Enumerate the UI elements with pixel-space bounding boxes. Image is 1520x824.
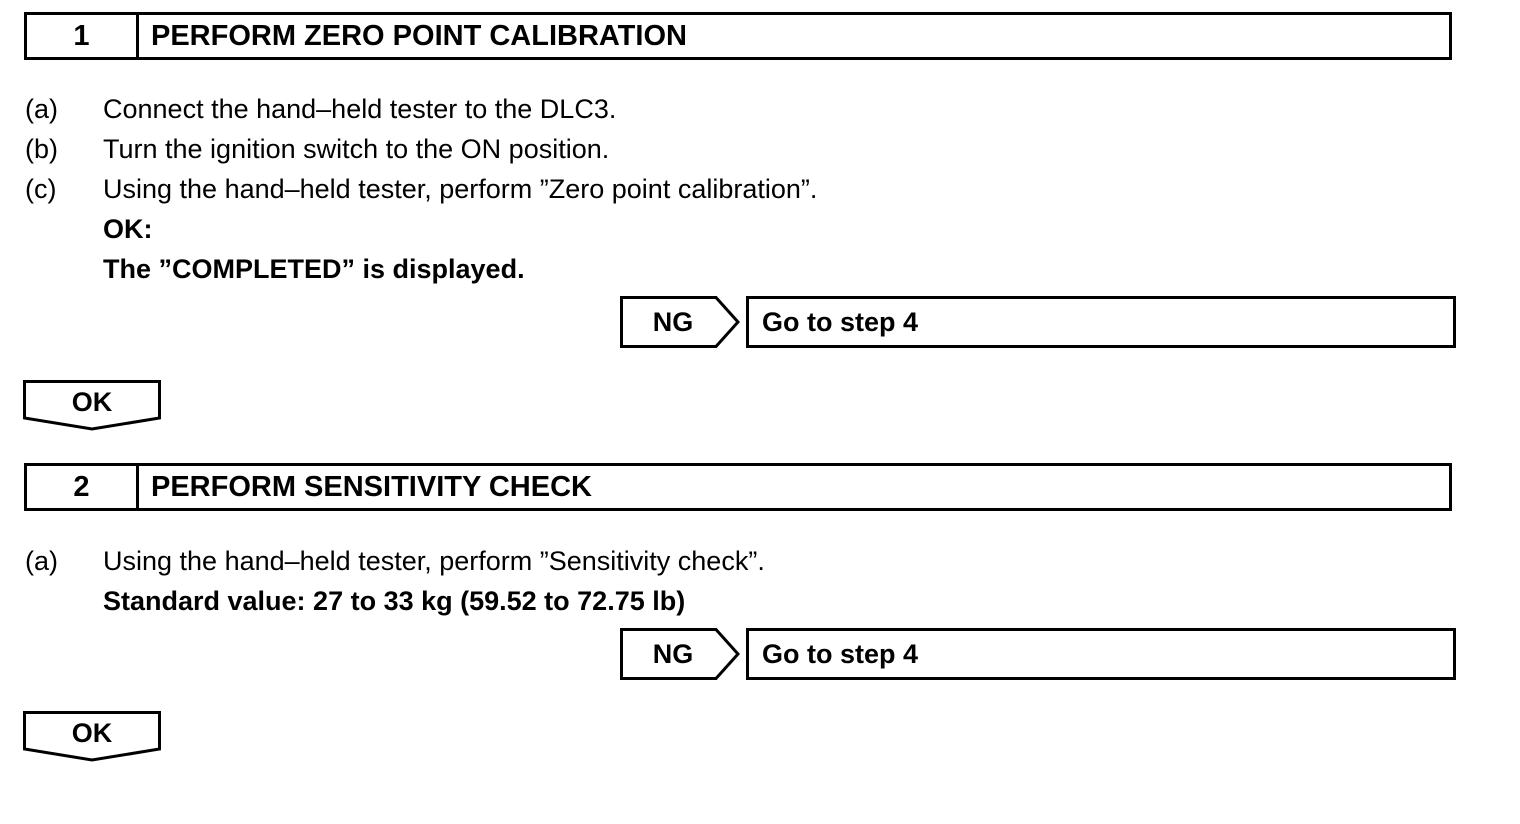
item-label: (b) [25,134,58,164]
step-number: 1 [27,15,139,57]
result-heading: OK: [103,214,153,244]
item-label: (a) [25,546,58,576]
standard-value: Standard value: 27 to 33 kg (59.52 to 72.75 lb) [103,586,686,616]
item-text: Turn the ignition switch to the ON position. [103,134,610,164]
ng-label: NG [652,306,694,337]
step-title: PERFORM SENSITIVITY CHECK [151,470,592,503]
ng-action-box: Go to step 4 [746,628,1456,680]
ng-tag [620,296,740,348]
item-label: (a) [25,94,58,124]
step-number: 2 [27,466,139,508]
ng-label: NG [652,638,694,669]
item-label: (c) [25,174,57,204]
ok-tag [23,711,161,763]
result-text: The ”COMPLETED” is displayed. [103,254,525,284]
ng-action-box: Go to step 4 [746,296,1456,348]
ok-tag [23,380,161,432]
ok-label: OK [71,386,113,417]
ok-label: OK [71,717,113,748]
item-text: Using the hand–held tester, perform ”Sensitivity check”. [103,546,765,576]
item-text: Connect the hand–held tester to the DLC3. [103,94,617,124]
step-1-header [24,12,1452,60]
step-title: PERFORM ZERO POINT CALIBRATION [151,19,687,52]
item-text: Using the hand–held tester, perform ”Zero point calibration”. [103,174,818,204]
ng-tag [620,628,740,680]
step-2-header [24,463,1452,511]
